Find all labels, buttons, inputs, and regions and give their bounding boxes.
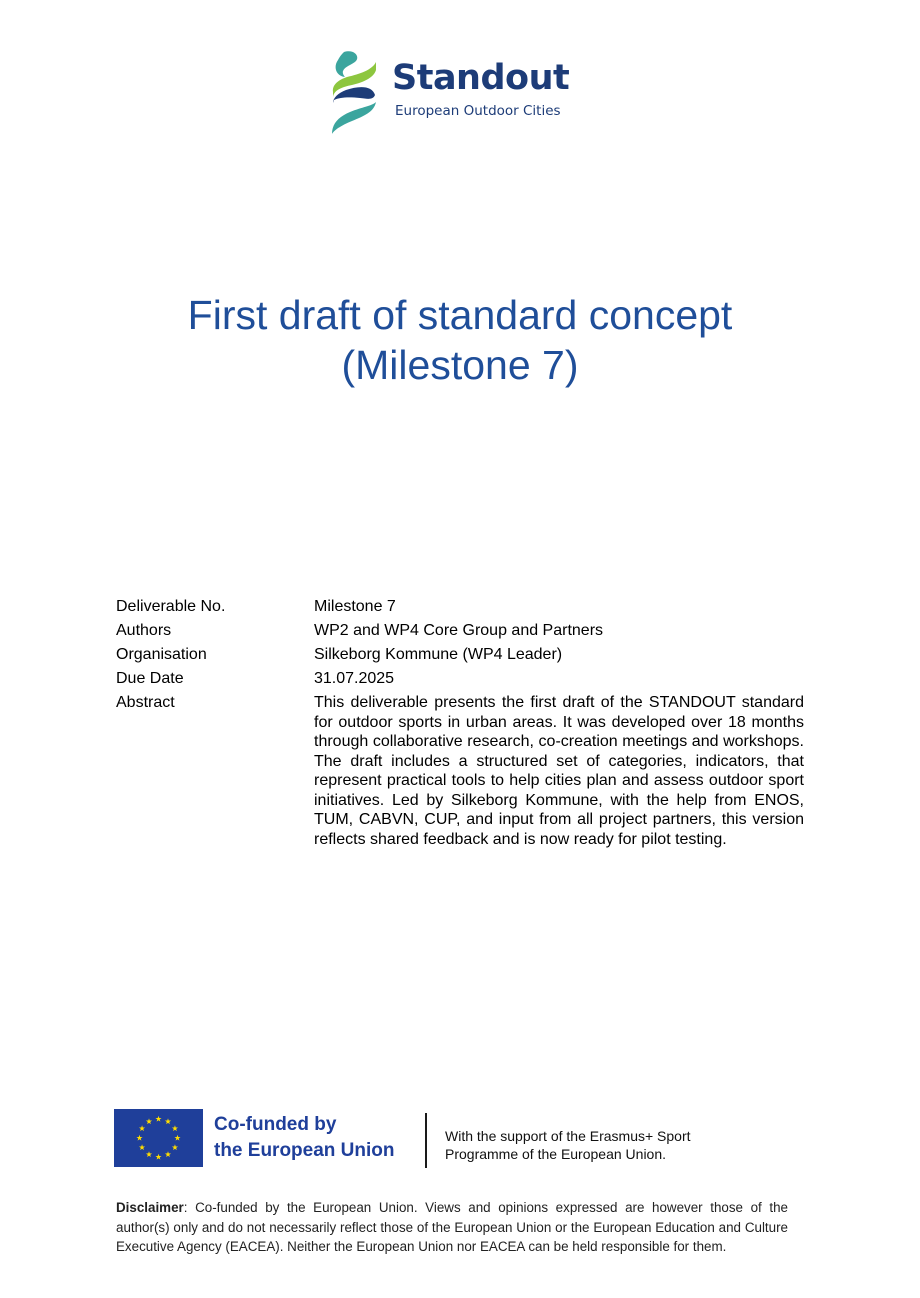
eu-star-icon	[172, 1125, 178, 1131]
eu-stars-icon	[114, 1109, 203, 1167]
standout-logo-mark-icon	[330, 50, 380, 134]
cofunded-line-1: Co-funded by	[214, 1114, 337, 1135]
meta-value: WP2 and WP4 Core Group and Partners	[314, 622, 604, 639]
cofunded-line-2: the European Union	[214, 1140, 395, 1161]
meta-label: Due Date	[116, 670, 184, 687]
eu-star-icon	[139, 1144, 145, 1150]
disclaimer-text: : Co-funded by the European Union. Views and opinions expressed are however those of the author(s) only and do not necessarily reflect those of the European Union or the European Education and Culture Executive Agency (EACEA). Neither the European Union nor EACEA can be held responsible for them.	[116, 1200, 788, 1254]
meta-value: Silkeborg Kommune (WP4 Leader)	[314, 646, 563, 663]
erasmus-support-text	[445, 1127, 691, 1163]
divider	[425, 1113, 427, 1168]
eu-star-icon	[155, 1154, 161, 1160]
meta-value: Milestone 7	[314, 598, 396, 615]
title-line-1: First draft of standard concept	[187, 292, 733, 338]
standout-logo	[330, 50, 590, 135]
support-line-2: Programme of the European Union.	[445, 1146, 667, 1162]
meta-row-deliverable	[116, 597, 806, 617]
meta-label: Abstract	[116, 694, 175, 711]
logo-wordmark: Standout	[392, 58, 570, 98]
disclaimer-label: Disclaimer	[116, 1200, 184, 1215]
eu-star-icon	[174, 1135, 180, 1141]
eu-star-icon	[146, 1118, 152, 1124]
eu-star-icon	[146, 1151, 152, 1157]
abstract-text: This deliverable presents the first draft of the STANDOUT standard for outdoor sports in urban areas. It was developed over 18 months through collaborative research, co-creation meetings and workshops. The draft includes a structured set of categories, indicators, that represent practical tools to help cities plan and assess outdoor sport initiatives. Led by Silkeborg Kommune, with the help from ENOS, TUM, CABVN, CUP, and input from all project partners, this version reflects shared feedback and is now ready for pilot testing.	[314, 694, 804, 848]
meta-row-authors	[116, 621, 806, 641]
title-line-2: (Milestone 7)	[341, 342, 579, 388]
eu-star-icon	[139, 1125, 145, 1131]
document-title	[0, 290, 920, 390]
eu-star-icon	[165, 1151, 171, 1157]
eu-star-icon	[172, 1144, 178, 1150]
meta-label: Deliverable No.	[116, 598, 226, 615]
logo-tagline: European Outdoor Cities	[395, 103, 561, 119]
cofunded-label	[214, 1112, 395, 1164]
meta-row-abstract	[116, 693, 806, 849]
metadata-table	[116, 597, 806, 854]
meta-row-due-date	[116, 669, 806, 689]
eu-flag-icon	[114, 1109, 203, 1167]
meta-value: 31.07.2025	[314, 670, 395, 687]
eu-star-icon	[136, 1135, 142, 1141]
meta-label: Organisation	[116, 646, 207, 663]
eu-star-icon	[165, 1118, 171, 1124]
eu-star-icon	[155, 1116, 161, 1122]
meta-row-organisation	[116, 645, 806, 665]
support-line-1: With the support of the Erasmus+ Sport	[445, 1128, 691, 1144]
meta-label: Authors	[116, 622, 172, 639]
disclaimer	[116, 1198, 788, 1257]
